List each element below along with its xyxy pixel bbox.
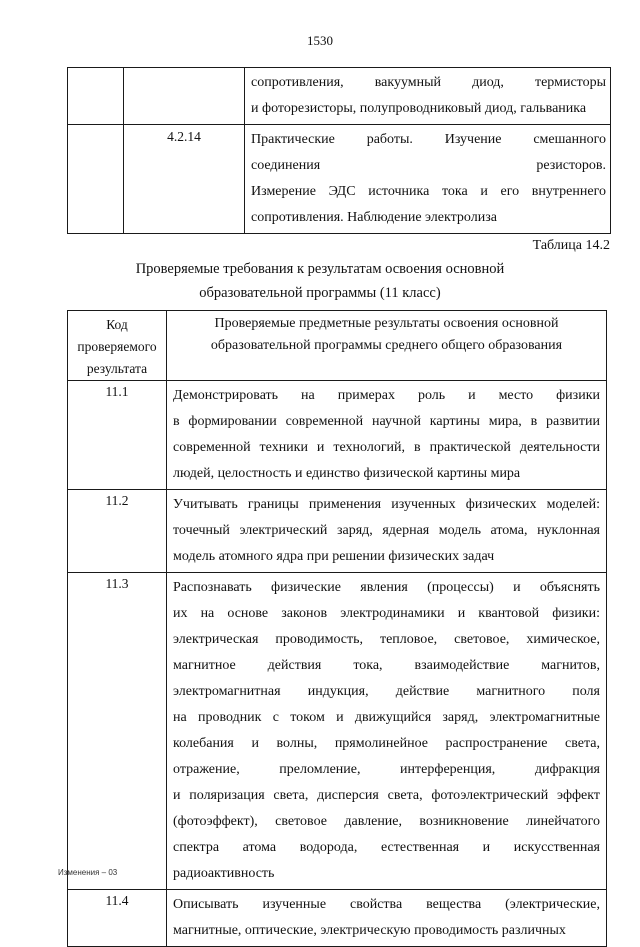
blank-cell xyxy=(68,125,124,234)
result-text-cell xyxy=(167,490,607,573)
text-line: электромагнитная индукция, действие магнитного поля xyxy=(173,684,600,699)
text-line: современной техники и технологий, в практической деятельности xyxy=(173,440,600,455)
page-number: 1530 xyxy=(307,33,333,48)
header-code-cell xyxy=(68,311,167,381)
header-text-line: проверяемого xyxy=(77,339,157,354)
footer-note: Изменения – 03 xyxy=(58,868,118,877)
content-cell xyxy=(245,68,611,125)
text-line: (фотоэффект), световое давление, возникновение линейчатого xyxy=(173,814,600,829)
header-text-line: Код xyxy=(106,317,128,332)
result-code-cell: 11.4 xyxy=(68,890,167,947)
text-line: Измерение ЭДС источника тока и его внутреннего xyxy=(251,184,606,199)
text-line: Распознавать физические явления (процессы) и объяснять xyxy=(173,580,600,595)
code-cell: 4.2.14 xyxy=(124,125,245,234)
text-line: на проводник с током и движущийся заряд, электромагнитные xyxy=(173,710,600,725)
text-line: Практические работы. Изучение смешанного xyxy=(251,132,606,147)
text-line: магнитное действия тока, взаимодействие магнитов, xyxy=(173,658,600,673)
table-row xyxy=(68,890,607,947)
table-row xyxy=(68,125,611,234)
table-row xyxy=(68,381,607,490)
text-line: в формировании современной научной картины мира, в развитии xyxy=(173,414,600,429)
text-line: магнитные, оптические, электрическую проводимость различных xyxy=(173,923,566,938)
text-line: Учитывать границы применения изученных физических моделей: xyxy=(173,497,600,512)
text-line: и поляризация света, дисперсия света, фотоэлектрический эффект xyxy=(173,788,600,803)
text-line: точечный электрический заряд, ядерная модель атома, нуклонная xyxy=(173,523,600,538)
text-line: Описывать изученные свойства вещества (электрические, xyxy=(173,897,600,912)
text-line: сопротивления, вакуумный диод, термисторы xyxy=(251,75,606,90)
text-line: Демонстрировать на примерах роль и место физики xyxy=(173,388,600,403)
result-code-cell: 11.1 xyxy=(68,381,167,490)
result-code-cell: 11.3 xyxy=(68,573,167,890)
text-line: электрическая проводимость, тепловое, световое, химическое, xyxy=(173,632,600,647)
result-text-cell xyxy=(167,890,607,947)
table-header-row xyxy=(68,311,607,381)
table-caption-line-1: Проверяемые требования к результатам освоения основной xyxy=(135,261,505,277)
text-line: отражение, преломление, интерференция, дифракция xyxy=(173,762,600,777)
header-text-line: образовательной программы среднего общего образования xyxy=(210,338,563,353)
table-label: Таблица 14.2 xyxy=(532,238,610,253)
table-row xyxy=(68,490,607,573)
text-line: колебания и волны, прямолинейное распространение света, xyxy=(173,736,600,751)
text-line: спектра атома водорода, естественная и искусственная xyxy=(173,840,600,855)
text-line: сопротивления. Наблюдение электролиза xyxy=(251,210,497,225)
table-row xyxy=(68,573,607,890)
result-text-cell xyxy=(167,573,607,890)
result-code-cell: 11.2 xyxy=(68,490,167,573)
text-line: модель атомного ядра при решении физических задач xyxy=(173,549,495,564)
text-line: людей, целостность и единство физической картины мира xyxy=(173,466,521,481)
code-cell xyxy=(124,68,245,125)
blank-cell xyxy=(68,68,124,125)
table-caption-line-2: образовательной программы (11 класс) xyxy=(199,285,441,301)
header-text-line: результата xyxy=(86,361,148,376)
text-line: и фоторезисторы, полупроводниковый диод, гальваника xyxy=(251,101,587,116)
text-line: их на основе законов электродинамики и квантовой физики: xyxy=(173,606,600,621)
content-cell xyxy=(245,125,611,234)
result-text-cell xyxy=(167,381,607,490)
text-line: радиоактивность xyxy=(173,866,275,881)
requirements-table xyxy=(67,310,607,947)
text-line: соединения резисторов. xyxy=(251,158,606,173)
header-result-cell xyxy=(167,311,607,381)
table-row xyxy=(68,68,611,125)
continuation-table xyxy=(67,67,611,234)
header-text-line: Проверяемые предметные результаты освоения основной xyxy=(214,316,559,331)
